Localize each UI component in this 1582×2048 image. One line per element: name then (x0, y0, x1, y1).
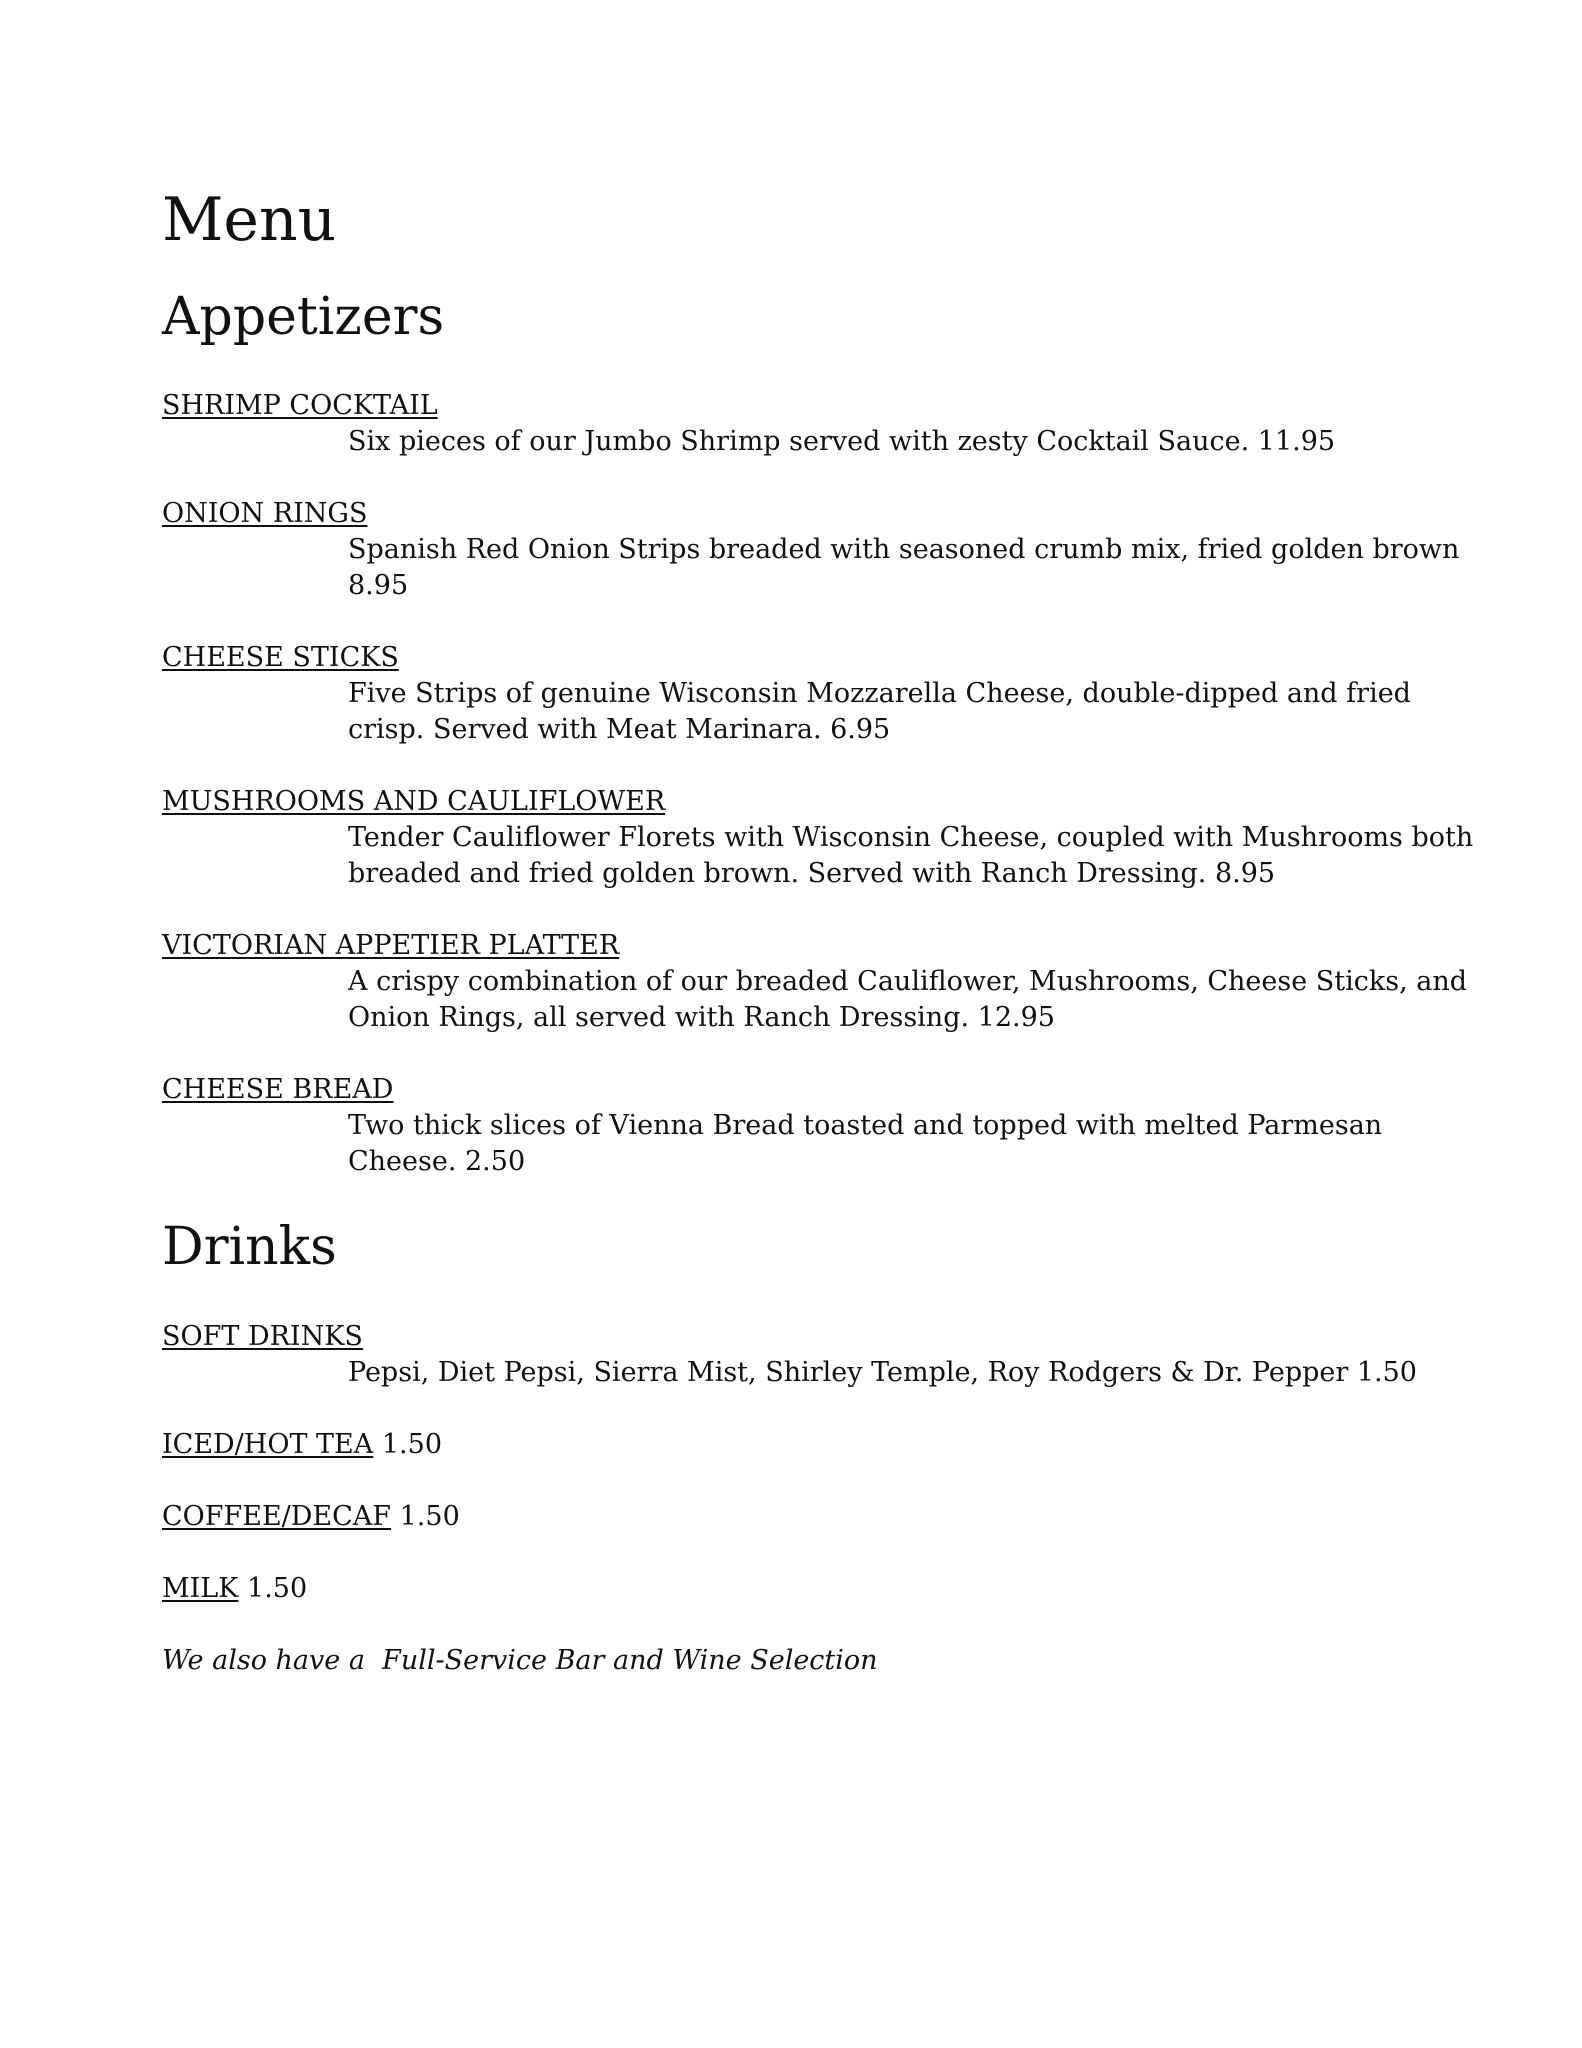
item-price: 1.50 (399, 1500, 460, 1532)
item-name: SOFT DRINKS (162, 1320, 363, 1352)
item-name: CHEESE STICKS (162, 642, 399, 674)
drink-item (162, 1427, 1482, 1463)
item-description: Spanish Red Onion Strips breaded with seasoned crumb mix, fried golden brown 8.95 (348, 534, 1460, 602)
drink-item (162, 1571, 1482, 1607)
menu-item (162, 1319, 1482, 1391)
menu-item (162, 496, 1482, 604)
item-description: A crispy combination of our breaded Cauliflower, Mushrooms, Cheese Sticks, and Onion Rings, all served with Ranch Dressing. 12.95 (348, 966, 1468, 1034)
menu-item (162, 640, 1482, 748)
drink-item (162, 1499, 1482, 1535)
item-price: 1.50 (247, 1572, 308, 1604)
item-description: Tender Cauliflower Florets with Wisconsin Cheese, coupled with Mushrooms both breaded and fried golden brown. Served with Ranch Dressing. 8.95 (348, 822, 1474, 890)
item-description: Five Strips of genuine Wisconsin Mozzarella Cheese, double-dipped and fried crisp. Served with Meat Marinara. 6.95 (348, 678, 1411, 746)
item-description: Six pieces of our Jumbo Shrimp served with zesty Cocktail Sauce. 11.95 (348, 426, 1336, 458)
item-name: ICED/HOT TEA (162, 1428, 374, 1460)
item-description: Pepsi, Diet Pepsi, Sierra Mist, Shirley Temple, Roy Rodgers & Dr. Pepper 1.50 (348, 1356, 1417, 1388)
item-name: MUSHROOMS AND CAULIFLOWER (162, 786, 666, 818)
menu-title: Menu (162, 185, 337, 255)
item-description: Two thick slices of Vienna Bread toasted and topped with melted Parmesan Cheese. 2.50 (348, 1110, 1383, 1178)
drinks-heading: Drinks (162, 1217, 337, 1278)
menu-item (162, 928, 1482, 1036)
menu-page (162, 184, 1482, 1679)
item-name: MILK (162, 1572, 239, 1604)
item-name: ONION RINGS (162, 498, 368, 530)
menu-item (162, 784, 1482, 892)
item-price: 1.50 (381, 1428, 442, 1460)
item-name: COFFEE/DECAF (162, 1500, 392, 1532)
menu-item (162, 388, 1482, 460)
menu-item (162, 1072, 1482, 1180)
bar-note: We also have a Full-Service Bar and Wine Selection (162, 1644, 878, 1676)
item-name: CHEESE BREAD (162, 1074, 394, 1106)
appetizers-heading: Appetizers (162, 287, 445, 347)
item-name: SHRIMP COCKTAIL (162, 390, 438, 422)
item-name: VICTORIAN APPETIER PLATTER (162, 930, 620, 962)
